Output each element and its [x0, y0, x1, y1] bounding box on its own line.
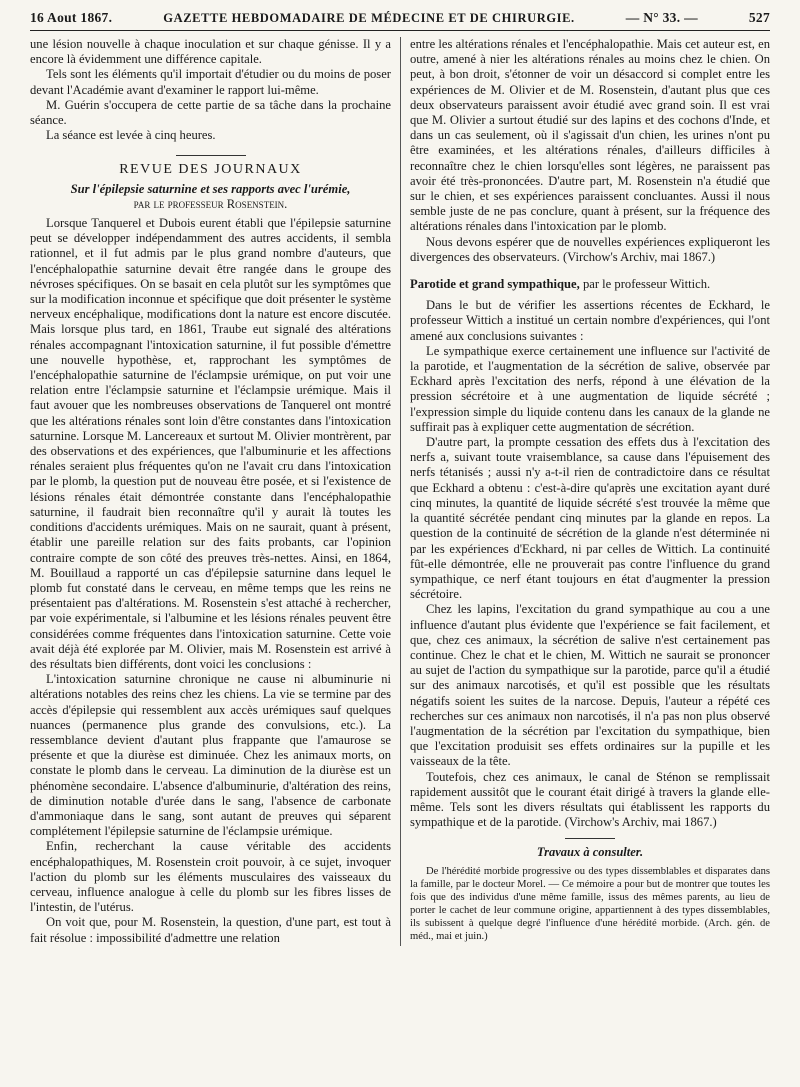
paragraph: Chez les lapins, l'excitation du grand sympathique au cou a une influence d'autant plus évidente que l'expérience se fait facilement, et que, chez ces animaux, la sécrétion de salive n'est certainement pas continue. Chez le chat et le chien, M. Wittich ne saurait se prononcer au sujet de l'action du sympathique sur la parotide, parce qu'il a étudié sur des animaux narcotisés, et qu'il est possible que les résultats négatifs soient les suites de la narcose. Depuis, l'auteur a répété ces recherches sur ces animaux non narcotisés, il n'a pas non plus observé l'augmentation de la sécrétion par l'excitation du sympathique, bien que l'excitation produisit ses effets ordinaires sur la pupille et les vaisseaux de la tête. — [410, 602, 770, 769]
spacer — [410, 265, 770, 277]
header-rule — [30, 30, 770, 31]
paragraph: Lorsque Tanquerel et Dubois eurent établi que l'épilepsie saturnine peut se développer indépendamment des autres accidents, il sembla rationnel, et il fut admis par le plus grand nombre d'auteurs, que l'encéphalopathie saturnine devait être rangée dans le groupe des névroses spécifiques. On se basait en cela plutôt sur les symptômes que sur la modification inconnue et spécifique que doit présenter le système nerveux encéphalique, modifications dont la nature est encore discutée. Mais lorsque plus tard, en 1861, Traube eut signalé des altérations rénales accompagnant l'intoxication saturnine, il fut possible d'émettre une nouvelle hypothèse, et, rapprochant les symptômes de l'encéphalopathie saturnine de l'éclampsie urémique, on put voir une relation entre l'éclampsie saturnine et l'éclampsie urémique. Mais il faut avouer que les nombreuses observations de Tanquerel ont montré que les altérations rénales sont loin d'être constantes dans l'intoxication saturnine. Lorsque M. Lancereaux et surtout M. Olivier montrèrent, par des observations et des expériences, que l'albuminurie et les affections rénales seraient plus fréquentes qu'on ne l'avait cru dans l'intoxication par le plomb, la question put de nouveau être posée, et si l'existence de lésions rénales était démontrée constante dans l'encéphalopathie saturnine, il faudrait bien reconnaître qu'il y aurait là toutes les conditions d'accidents urémiques. Mais on ne saurait, quant à présent, établir une pareille relation sur des faits probants, car l'opinion contraire compte de son côté des preuves très-nettes. Ainsi, en 1864, M. Bouillaud a rapporté un cas d'épilepsie saturnine dans lequel le plomb fut constaté dans le cerveau, en même temps que les reins ne présentaient pas d'altérations. M. Rosenstein s'est attaché à rechercher, par voie expérimentale, si l'albumine et les lésions rénales peuvent être considérées comme fréquentes dans l'intoxication saturnine. Cette voie avait déjà été explorée par M. Olivier, mais M. Rosenstein est arrivé à des résultats bien différents, dont voici les conclusions : — [30, 216, 391, 671]
article-title-text: Sur l'épilepsie saturnine et ses rapports avec l'urémie, — [70, 181, 351, 196]
right-column — [400, 37, 770, 946]
left-column — [30, 37, 400, 946]
article-author: par le professeur Rosenstein. — [133, 196, 288, 211]
paragraph: L'intoxication saturnine chronique ne cause ni albuminurie ni altérations notables des reins chez les chiens. La vie se termine par des accès d'épilepsie qui ressemblent aux accès urémiques sauf quelques nuances (permanence plus grande des convulsions, etc.). La ressemblance devient d'autant plus frappante que l'amaurose se présente et que la diurèse est diminuée. Chez les animaux morts, on constate le plomb dans le cerveau. La diminution de la diurèse est un phénomène secondaire. L'absence d'albuminurie, d'altération des reins, de diminution notable d'urée dans le sang, l'absence de carbonate d'ammoniaque dans le sang, sont autant de preuves qui séparent complétement l'épilepsie saturnine de l'éclampsie urémique. — [30, 672, 391, 839]
paragraph: entre les altérations rénales et l'encéphalopathie. Mais cet auteur est, en outre, amené à nier les altérations rénales au moins chez le chien. On peut, à bon droit, s'étonner de voir un désaccord si complet entre les expériences de M. Olivier et de M. Rosenstein, d'autant plus que ces deux observateurs paraissent avoir étudié avec grand soin. Il est vrai que M. Olivier a surtout étudié sur des lapins et des cochons d'Inde, et dans un cas seulement, où il s'agissait d'un chien, les urines n'ont pu être examinées, et les altérations rénales, d'ailleurs difficiles à reconnaître chez le chien lorsqu'elles sont légères, ne paraissent pas avoir été très-prononcées. D'autre part, M. Rosenstein n'a étudié que sur le chien, et ses expériences paraissent concluantes. Aussi il nous semble juste de ne pas conclure, quant à présent, sur la fréquence des altérations rénales dans l'intoxication par le plomb. — [410, 37, 770, 234]
paragraph: Enfin, recherchant la cause véritable des accidents encéphalopathiques, M. Rosenstein croit pouvoir, à ce sujet, invoquer l'action du plomb sur les éléments musculaires des vaisseaux du cerveau, influence analogue à celle du plomb sur les fibres lisses de l'intestin, de l'utérus. — [30, 839, 391, 915]
section-heading: Travaux à consulter. — [536, 845, 644, 860]
journal-title: GAZETTE HEBDOMADAIRE DE MÉDECINE ET DE CHIRURGIE. — [163, 11, 575, 25]
paragraph: Tels sont les éléments qu'il importait d'étudier ou du moins de poser devant l'Académie avant d'examiner le rapport lui-même. — [30, 67, 391, 97]
section-heading: REVUE DES JOURNAUX — [119, 162, 302, 178]
article2-title: Parotide et grand sympathique, — [410, 277, 580, 292]
page-number: 527 — [748, 10, 770, 25]
paragraph: D'autre part, la prompte cessation des effets dus à l'excitation des nerfs a, suivant toute vraisemblance, sa cause dans l'épuisement des nerfs tétanisés ; aussi n'y a-t-il rien de contradictoire dans ce résultat que Eckhard a obtenu : c'est-à-dire qu'après une excitation ayant duré cinq minutes, la quantité de liquide sécrété s'est trouvée la même que la quantité sécrétée pendant cinq minutes par la glande en repos. La question de la continuité de sécrétion de la glande n'est déterminée ni par les expériences d'Eckhard, ni par celles de Wittich. La continuité fût-elle démontrée, elle ne prouverait pas contre l'influence du grand sympathique, ce nerf étant toujours en état d'augmenter la pression sécrétoire. — [410, 435, 770, 602]
paragraph: Dans le but de vérifier les assertions récentes de Eckhard, le professeur Wittich a institué un certain nombre d'expériences, qui l'ont amené aux conclusions suivantes : — [410, 298, 770, 343]
paragraph: une lésion nouvelle à chaque inoculation et sur chaque génisse. Il y a encore là évidemment une différence capitale. — [30, 37, 391, 67]
section-divider — [565, 838, 615, 839]
article-title — [30, 182, 391, 197]
article2-author: par le professeur Wittich. — [582, 277, 711, 292]
paragraph: La séance est levée à cinq heures. — [46, 128, 216, 143]
paragraph: Toutefois, chez ces animaux, le canal de Sténon se remplissait rapidement aussitôt que le courant était dirigé à travers la glande elle-même. Tels sont les divers résultats qui établissent les rapports du sympathique et de la parotide. (Virchow's Archiv, mai 1867.) — [410, 769, 770, 830]
paragraph: Nous devons espérer que de nouvelles expériences expliqueront les divergences des observateurs. (Virchow's Archiv, mai 1867.) — [410, 234, 770, 264]
issue-number: — N° 33. — — [625, 10, 698, 25]
paragraph: Le sympathique exerce certainement une influence sur l'activité de la parotide, et l'augmentation de la sécrétion de salive, observée par Eckhard après l'excitation des nerfs, répond à une élévation de la pression sécrétoire et à une augmentation de liquide sécrété ; l'expression simple du liquide contenu dans les canaux de la glande ne suffirait pas à expliquer cette augmentation de sécrétion. — [410, 343, 770, 434]
paragraph: On voit que, pour M. Rosenstein, la question, d'une part, est tout à fait résolue : impossibilité d'admettre une relation — [30, 915, 391, 945]
running-head — [30, 0, 770, 30]
section-divider — [176, 155, 246, 156]
article-heading — [410, 277, 770, 292]
paragraph: De l'hérédité morbide progressive ou des types dissemblables et disparates dans la famille, par le docteur Morel. — Ce mémoire a pour but de montrer que toutes les fois que des individus d'une même famille, issus des mêmes parents, au lieu de porter le cachet de leur commune origine, appartiennent à des types dissemblables, ils subissent à quelque degré l'influence d'une hérédité morbide. (Arch. gén. de méd., mai et juin.) — [410, 865, 770, 942]
text-columns — [30, 37, 770, 946]
paragraph: M. Guérin s'occupera de cette partie de sa tâche dans la prochaine séance. — [30, 97, 391, 128]
issue-date: 16 Aout 1867. — [30, 10, 113, 25]
